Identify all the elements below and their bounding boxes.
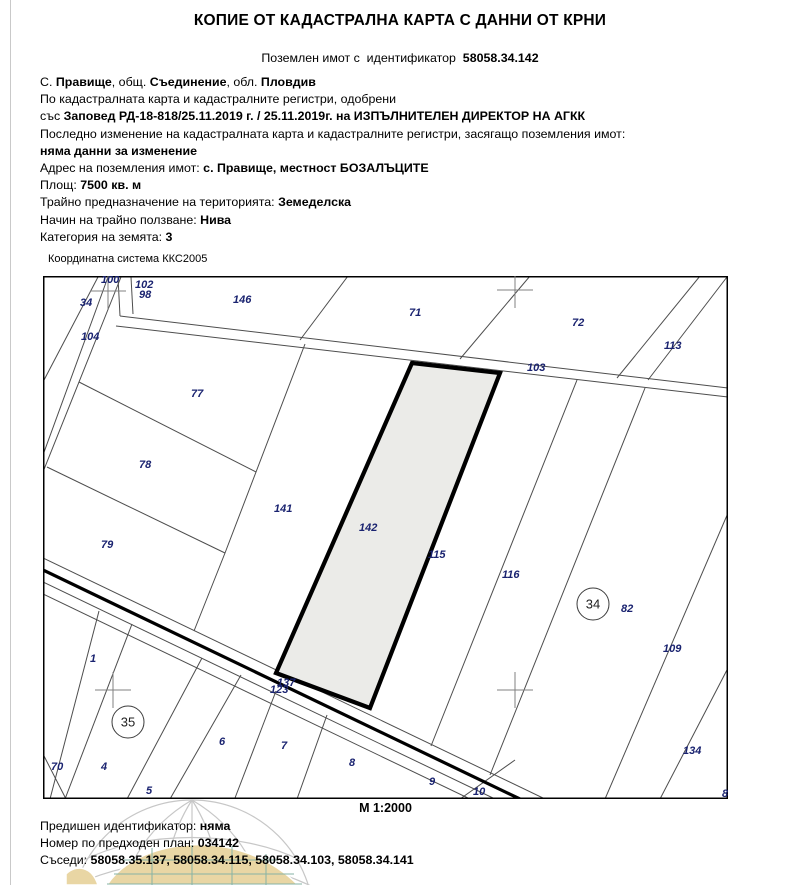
info-line-last-change: Последно изменение на кадастралната карта и кадастралните регистри, засягащо поземления имот: [40, 126, 626, 141]
parcel-label-116: 116 [502, 569, 520, 581]
footer-previous-identifier: Предишен идентификатор: няма [40, 819, 231, 833]
footer-neighbours: Съседи: 58058.35.137, 58058.34.115, 58058.34.103, 58058.34.141 [40, 853, 414, 868]
parcel-label-78: 78 [139, 459, 152, 471]
map-scale-label: М 1:2000 [359, 801, 412, 815]
info-line-territory-purpose: Трайно предназначение на територията: Земеделска [40, 195, 352, 210]
parcel-label-123: 123 [270, 684, 289, 696]
info-line-area: Площ: 7500 кв. м [40, 178, 142, 193]
parcel-label-8: 8 [349, 757, 356, 769]
parcel-label-70: 70 [51, 761, 64, 773]
parcel-label-109: 109 [663, 643, 682, 655]
parcel-label-34: 34 [80, 297, 93, 309]
parcel-identifier-subtitle: Поземлен имот с идентификатор 58058.34.142 [261, 51, 539, 65]
parcel-label-103: 103 [527, 362, 546, 374]
property-info-block [40, 74, 625, 246]
parcel-label-8: 8 [722, 788, 728, 799]
parcel-label-77: 77 [191, 388, 204, 400]
parcel-label-1: 1 [90, 653, 97, 665]
parcel-label-142: 142 [359, 522, 378, 534]
parcel-label-7: 7 [281, 740, 288, 752]
parcel-label-82: 82 [621, 603, 634, 615]
document-title: КОПИЕ ОТ КАДАСТРАЛНА КАРТА С ДАННИ ОТ КРНИ [193, 12, 607, 29]
parcel-label-134: 134 [683, 745, 702, 757]
parcel-label-141: 141 [274, 503, 293, 515]
footer-info-block [40, 818, 414, 870]
info-line-no-change: няма данни за изменение [40, 143, 198, 158]
info-line-approved: По кадастралната карта и кадастралните регистри, одобрени [40, 92, 396, 107]
parcel-label-72: 72 [572, 317, 585, 329]
info-line-order: със Заповед РД-18-818/25.11.2019 г. / 25.11.2019г. на ИЗПЪЛНИТЕЛЕН ДИРЕКТОР НА АГКК [40, 109, 586, 124]
parcel-label-98: 98 [139, 289, 152, 301]
parcel-label-4: 4 [101, 761, 108, 773]
parcel-label-115: 115 [428, 549, 446, 561]
parcel-label-9: 9 [429, 776, 436, 788]
info-line-land-use: Начин на трайно ползване: Нива [40, 212, 232, 227]
land-area-number-34: 34 [585, 596, 601, 612]
footer-previous-plan-number: Номер по предходен план: 034142 [40, 836, 240, 851]
parcel-label-5: 5 [146, 785, 153, 797]
parcel-label-113: 113 [664, 340, 682, 352]
land-area-number-35: 35 [120, 714, 136, 730]
parcel-label-104: 104 [81, 331, 100, 343]
info-line-land-category: Категория на земята: 3 [40, 229, 173, 244]
parcel-label-71: 71 [409, 307, 422, 319]
parcel-label-10: 10 [473, 786, 486, 798]
coordinate-system-label: Координатна система ККС2005 [48, 253, 208, 265]
cadastral-map [43, 276, 728, 799]
info-line-location: С. Правище, общ. Съединение, обл. Пловдив [40, 75, 316, 89]
parcel-label-6: 6 [219, 736, 226, 748]
page-left-border [10, 0, 11, 885]
parcel-label-137: 137 [277, 677, 296, 689]
cadastral-map-drawing [43, 276, 728, 799]
parcel-label-79: 79 [101, 539, 114, 551]
parcel-label-102: 102 [135, 279, 154, 291]
parcel-label-100: 100 [101, 276, 120, 286]
info-line-address: Адрес на поземления имот: с. Правище, местност БОЗАЛЪЦИТЕ [40, 161, 429, 176]
parcel-label-146: 146 [233, 294, 252, 306]
